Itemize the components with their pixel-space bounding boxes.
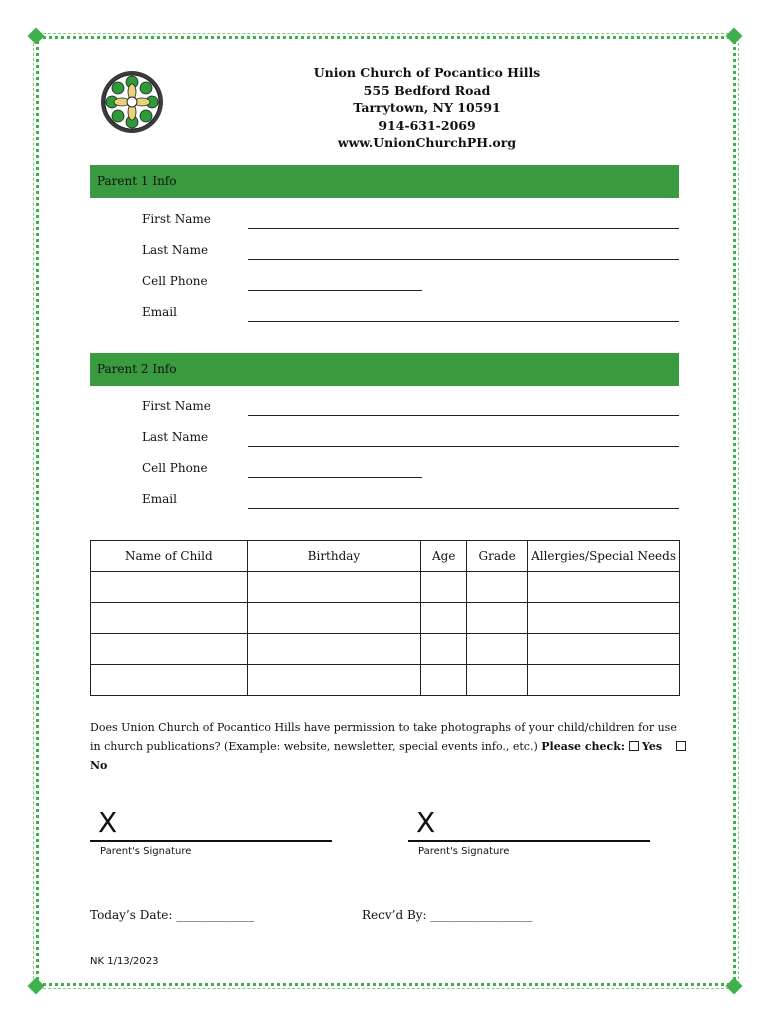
age-cell[interactable]: [421, 572, 467, 603]
parent2-email-label: Email: [142, 492, 177, 506]
received-by-field[interactable]: Recv’d By: _________________: [362, 908, 533, 922]
parent1-last-name-field[interactable]: [248, 259, 679, 260]
children-table-header-row: [91, 541, 680, 572]
yes-checkbox[interactable]: [629, 741, 639, 751]
church-street: 555 Bedford Road: [363, 82, 491, 98]
parent-signature-line-1[interactable]: [90, 840, 332, 842]
signature-x-mark: X: [98, 806, 118, 839]
parent2-first-name-field[interactable]: [248, 415, 679, 416]
grade-cell[interactable]: [467, 634, 528, 665]
children-table: [90, 540, 680, 696]
parent2-section-header: Parent 2 Info: [90, 353, 679, 386]
signature-x-mark: X: [416, 806, 436, 839]
parent2-email-field[interactable]: [248, 508, 679, 509]
church-rose-window-logo: [100, 70, 164, 134]
parent1-first-name-field[interactable]: [248, 228, 679, 229]
birthday-cell[interactable]: [247, 572, 421, 603]
birthday-cell[interactable]: [247, 665, 421, 696]
allergies-cell[interactable]: [528, 572, 680, 603]
age-cell[interactable]: [421, 665, 467, 696]
parent2-last-name-label: Last Name: [142, 430, 209, 444]
allergies-cell[interactable]: [528, 634, 680, 665]
todays-date-field[interactable]: Today’s Date: _____________: [90, 908, 255, 922]
birthday-cell[interactable]: [247, 634, 421, 665]
parent-signature-label-2: Parent's Signature: [418, 846, 510, 857]
age-cell[interactable]: [421, 603, 467, 634]
parent-signature-line-2[interactable]: [408, 840, 650, 842]
column-header-age: Age: [421, 541, 467, 572]
parent1-section-header: Parent 1 Info: [90, 165, 679, 198]
grade-cell[interactable]: [467, 572, 528, 603]
parent2-last-name-field[interactable]: [248, 446, 679, 447]
column-header-grade: Grade: [467, 541, 528, 572]
parent2-first-name-label: First Name: [142, 399, 211, 413]
no-checkbox[interactable]: [676, 741, 686, 751]
church-phone: 914-631-2069: [378, 117, 476, 133]
column-header-name-of-child: Name of Child: [91, 541, 248, 572]
child-name-cell[interactable]: [91, 603, 248, 634]
parent1-first-name-label: First Name: [142, 212, 211, 226]
parent-signature-label-1: Parent's Signature: [100, 846, 192, 857]
parent2-cell-phone-label: Cell Phone: [142, 461, 208, 475]
table-row: [91, 665, 680, 696]
table-row: [91, 603, 680, 634]
column-header-allergies: Allergies/Special Needs: [528, 541, 680, 572]
child-name-cell[interactable]: [91, 634, 248, 665]
column-header-birthday: Birthday: [247, 541, 421, 572]
parent1-email-label: Email: [142, 305, 177, 319]
parent1-cell-phone-field[interactable]: [248, 290, 422, 291]
photo-permission-text: Does Union Church of Pocantico Hills have permission to take photographs of your child/children for use in church publications? (Example: website, newsletter, special events info., etc.): [90, 721, 677, 753]
age-cell[interactable]: [421, 634, 467, 665]
allergies-cell[interactable]: [528, 665, 680, 696]
church-address-block: [280, 64, 574, 152]
child-name-cell[interactable]: [91, 572, 248, 603]
church-name: Union Church of Pocantico Hills: [313, 65, 541, 80]
photo-permission-question: [90, 718, 690, 775]
parent1-cell-phone-label: Cell Phone: [142, 274, 208, 288]
table-row: [91, 572, 680, 603]
please-check-label: Please check:: [541, 740, 625, 753]
form-version-note: NK 1/13/2023: [90, 956, 159, 967]
parent1-last-name-label: Last Name: [142, 243, 209, 257]
grade-cell[interactable]: [467, 603, 528, 634]
table-row: [91, 634, 680, 665]
birthday-cell[interactable]: [247, 603, 421, 634]
allergies-cell[interactable]: [528, 603, 680, 634]
church-city: Tarrytown, NY 10591: [353, 100, 501, 115]
no-label: No: [90, 759, 108, 772]
church-website: www.UnionChurchPH.org: [337, 135, 517, 150]
parent1-email-field[interactable]: [248, 321, 679, 322]
parent2-cell-phone-field[interactable]: [248, 477, 422, 478]
child-name-cell[interactable]: [91, 665, 248, 696]
yes-label: Yes: [641, 740, 663, 753]
grade-cell[interactable]: [467, 665, 528, 696]
